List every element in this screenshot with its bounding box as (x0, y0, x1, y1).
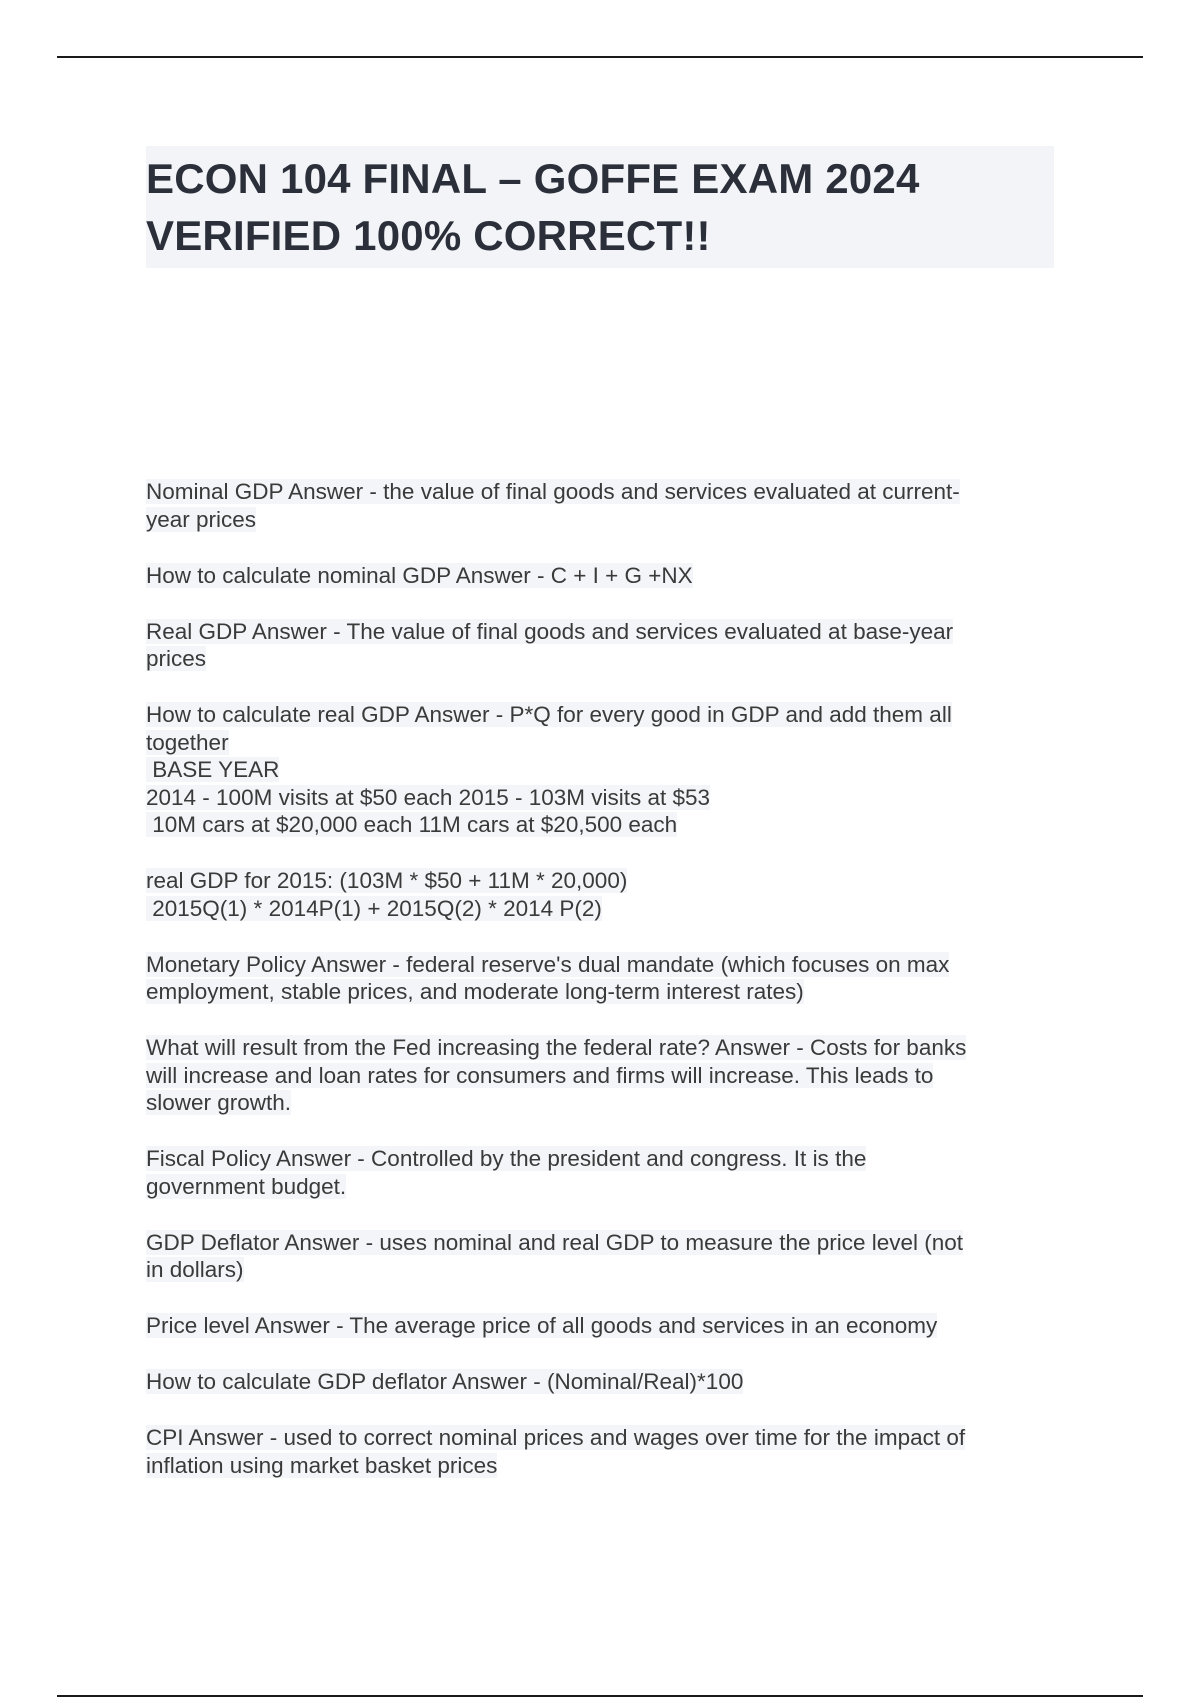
flashcard-entry (146, 1424, 1046, 1479)
entry-line: GDP Deflator Answer - uses nominal and real GDP to measure the price level (not (146, 1229, 964, 1255)
entry-line: Fiscal Policy Answer - Controlled by the president and congress. It is the (146, 1146, 867, 1171)
flashcard-entry (146, 618, 1046, 673)
flashcard-entry (146, 1034, 1046, 1117)
document-title (146, 146, 1054, 268)
entry-line: How to calculate nominal GDP Answer - C + I + G +NX (146, 562, 693, 588)
entry-line: employment, stable prices, and moderate long-term interest rates) (146, 979, 804, 1004)
entry-line: government budget. (146, 1173, 347, 1199)
entry-line: How to calculate GDP deflator Answer - (Nominal/Real)*100 (146, 1369, 744, 1394)
flashcard-entry (146, 701, 1046, 839)
entry-line: slower growth. (146, 1090, 292, 1115)
entry-line: Nominal GDP Answer - the value of final goods and services evaluated at current- (146, 479, 960, 504)
entry-line: together (146, 729, 229, 755)
entry-line: 2014 - 100M visits at $50 each 2015 - 103M visits at $53 (146, 784, 711, 810)
flashcard-entry (146, 1145, 1046, 1200)
top-divider (57, 56, 1143, 58)
flashcard-entry (146, 1312, 1046, 1340)
flashcard-entry (146, 951, 1046, 1006)
entry-line: CPI Answer - used to correct nominal prices and wages over time for the impact of (146, 1425, 966, 1450)
flashcard-entry (146, 1368, 1046, 1396)
entry-line: BASE YEAR (146, 757, 280, 782)
flashcard-entry (146, 867, 1046, 922)
entry-line: What will result from the Fed increasing the federal rate? Answer - Costs for banks (146, 1035, 967, 1060)
entry-line: Real GDP Answer - The value of final goods and services evaluated at base-year (146, 618, 954, 644)
flashcard-entry (146, 1229, 1046, 1284)
entry-line: in dollars) (146, 1257, 244, 1282)
entry-line: 2015Q(1) * 2014P(1) + 2015Q(2) * 2014 P(2) (146, 895, 602, 921)
entry-line: Price level Answer - The average price of all goods and services in an economy (146, 1313, 938, 1338)
entry-line: 10M cars at $20,000 each 11M cars at $20,500 each (146, 812, 678, 837)
entry-line: Monetary Policy Answer - federal reserve's dual mandate (which focuses on max (146, 951, 950, 977)
flashcard-entry (146, 562, 1046, 590)
entry-line: How to calculate real GDP Answer - P*Q for every good in GDP and add them all (146, 702, 952, 727)
entry-line: prices (146, 646, 207, 671)
title-line-2: VERIFIED 100% CORRECT!! (146, 212, 711, 259)
flashcard-list (146, 478, 1046, 1479)
bottom-divider (57, 1695, 1143, 1697)
title-line-1: ECON 104 FINAL – GOFFE EXAM 2024 (146, 155, 920, 202)
entry-line: inflation using market basket prices (146, 1452, 498, 1478)
flashcard-entry (146, 478, 1046, 533)
entry-line: will increase and loan rates for consumers and firms will increase. This leads to (146, 1062, 934, 1088)
entry-line: real GDP for 2015: (103M * $50 + 11M * 20,000) (146, 868, 628, 893)
entry-line: year prices (146, 506, 257, 532)
